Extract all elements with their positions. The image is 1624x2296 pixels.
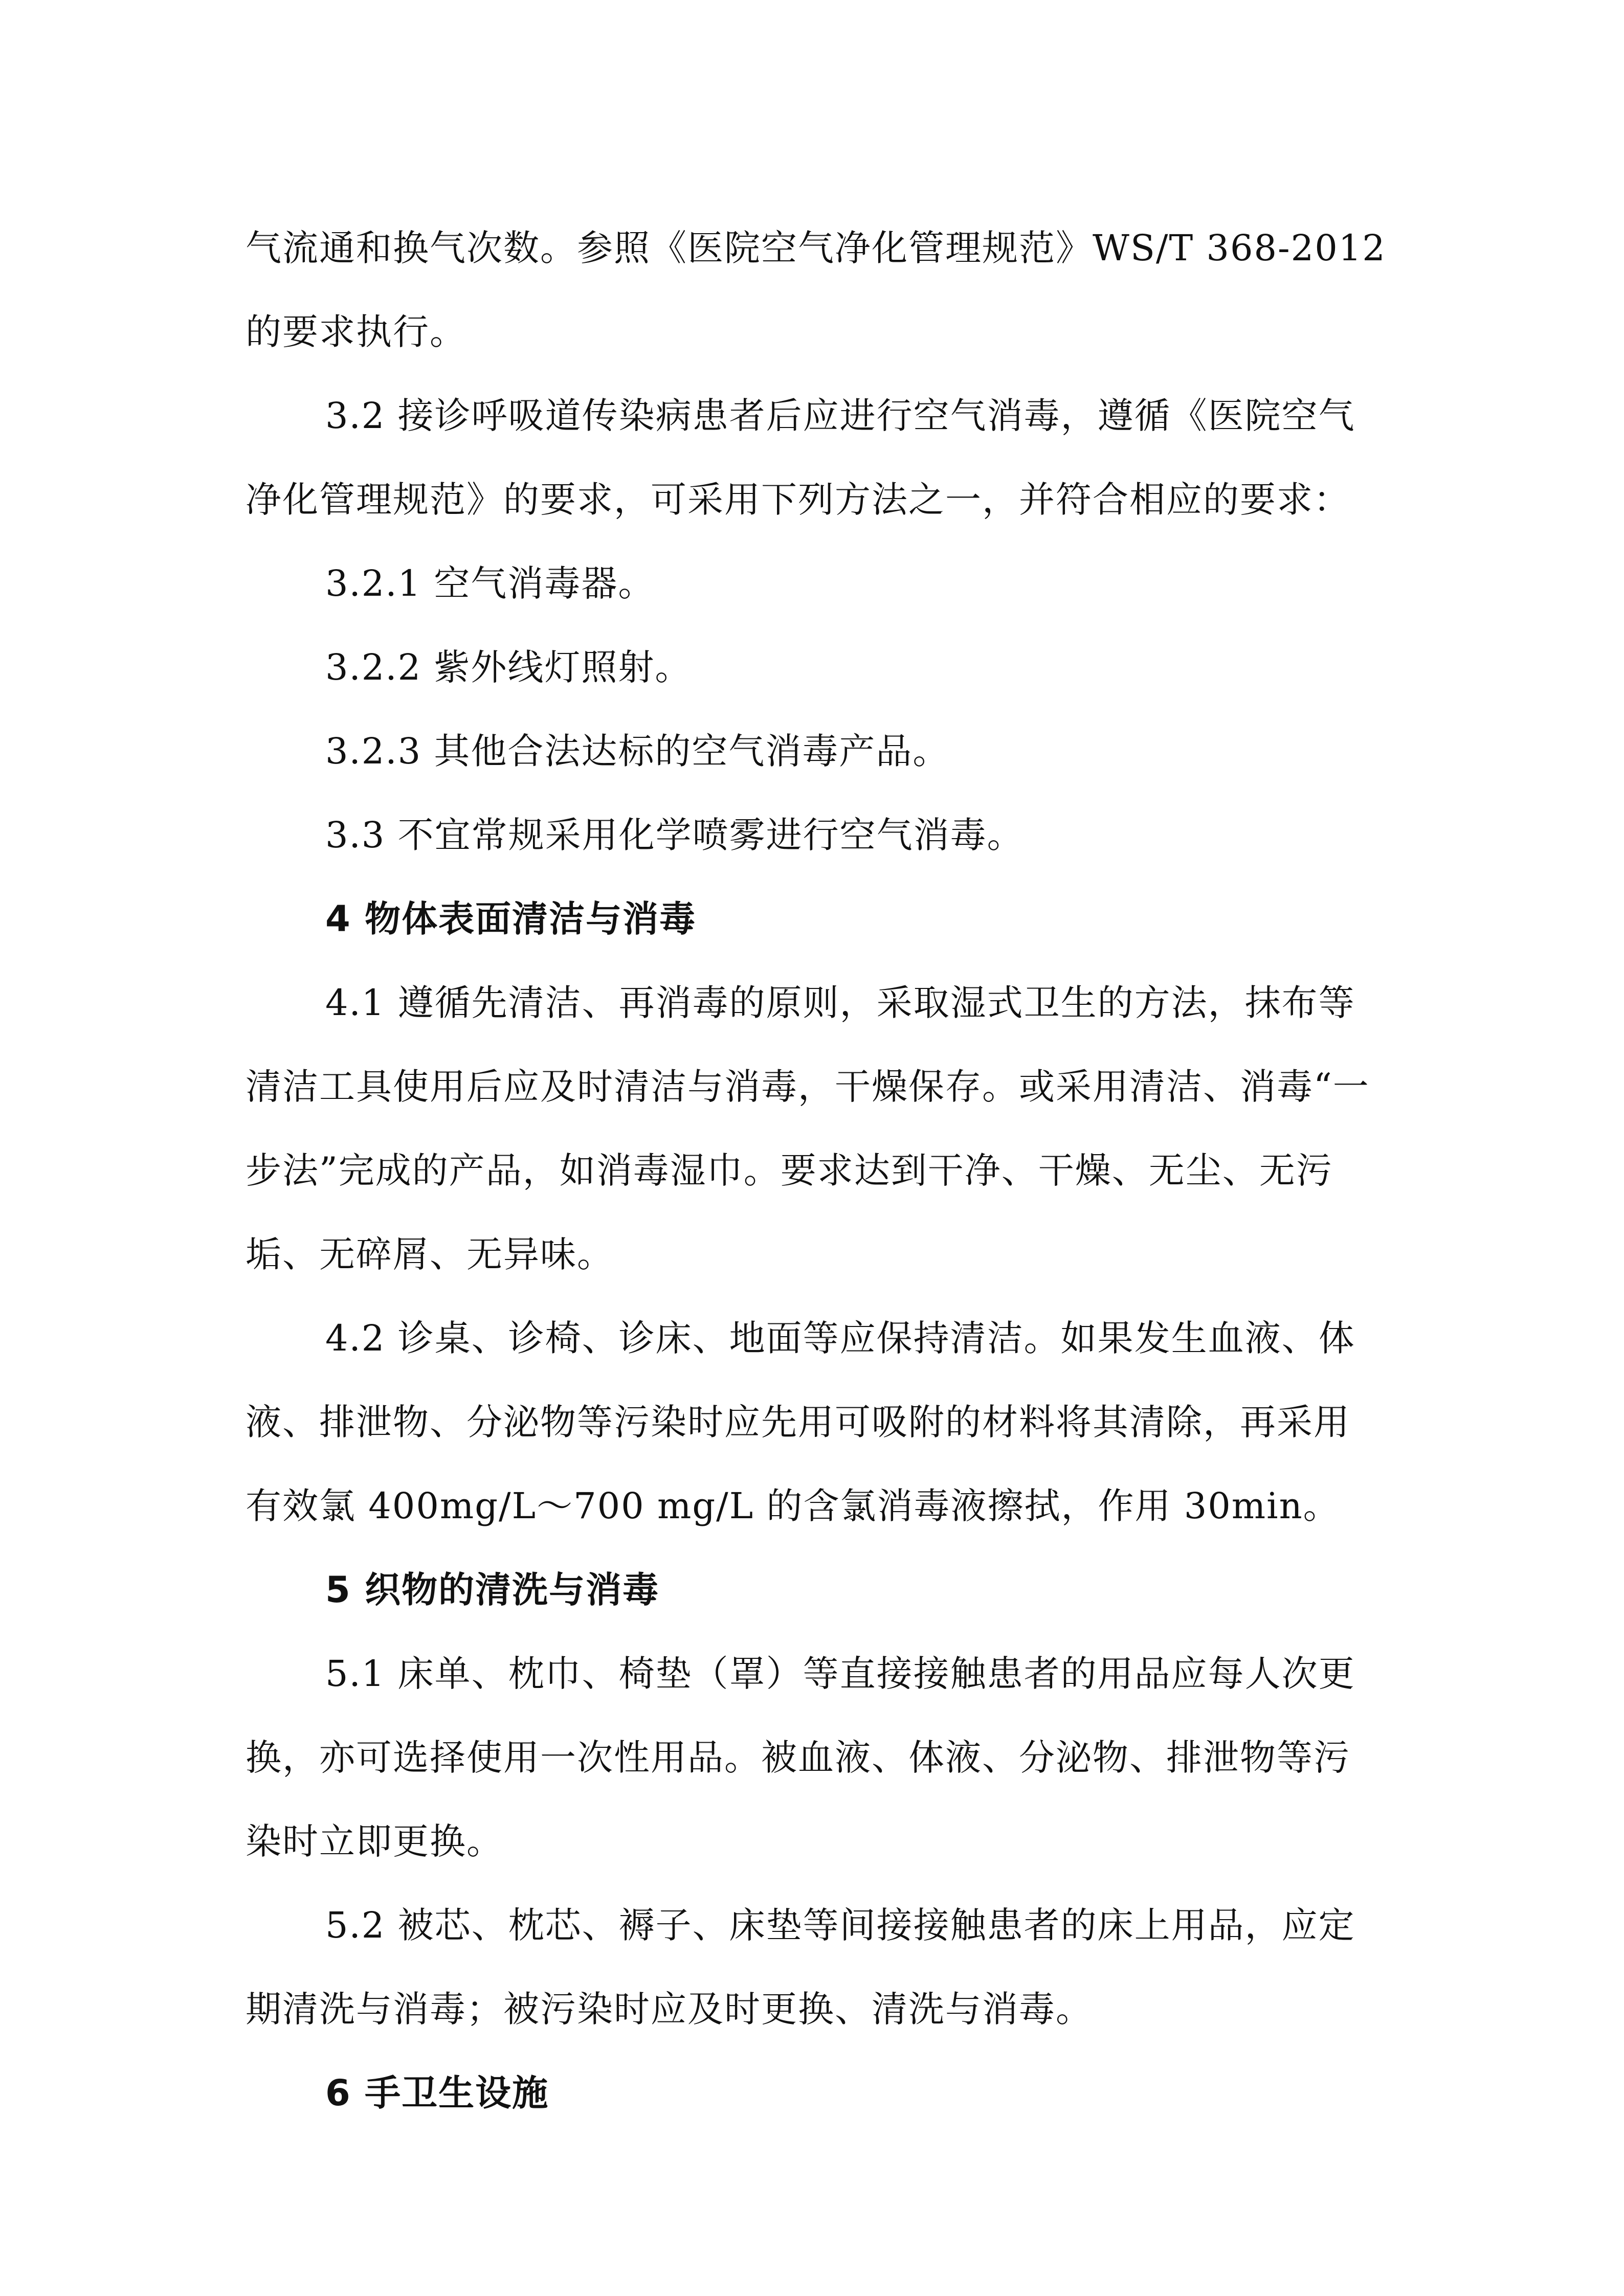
text-line-18: 5.1 床单、枕巾、椅垫（罩）等直接接触患者的用品应每人次更 (325, 1653, 1355, 1695)
section-heading-5: 5 织物的清洗与消毒 (325, 1569, 660, 1611)
text-line-16: 有效氯 400mg/L～700 mg/L 的含氯消毒液擦拭，作用 30min。 (246, 1485, 1340, 1527)
text-line-11: 清洁工具使用后应及时清洁与消毒，干燥保存。或采用清洁、消毒“一 (246, 1066, 1370, 1108)
text-line-7: 3.2.3 其他合法达标的空气消毒产品。 (325, 730, 950, 772)
text-line-20: 染时立即更换。 (246, 1820, 503, 1862)
text-line-1: 气流通和换气次数。参照《医院空气净化管理规范》WS/T 368-2012 (246, 227, 1386, 269)
text-line-6: 3.2.2 紫外线灯照射。 (325, 646, 692, 688)
text-line-19: 换，亦可选择使用一次性用品。被血液、体液、分泌物、排泄物等污 (246, 1737, 1350, 1779)
section-heading-4: 4 物体表面清洁与消毒 (325, 898, 697, 940)
text-line-8: 3.3 不宜常规采用化学喷雾进行空气消毒。 (325, 814, 1024, 856)
text-line-22: 期清洗与消毒；被污染时应及时更换、清洗与消毒。 (246, 1988, 1093, 2030)
text-line-14: 4.2 诊桌、诊椅、诊床、地面等应保持清洁。如果发生血液、体 (325, 1317, 1355, 1359)
text-line-13: 垢、无碎屑、无异味。 (246, 1233, 614, 1275)
text-line-21: 5.2 被芯、枕芯、褥子、床垫等间接接触患者的床上用品，应定 (325, 1904, 1355, 1946)
text-line-12: 步法”完成的产品，如消毒湿巾。要求达到干净、干燥、无尘、无污 (246, 1150, 1333, 1191)
text-line-3: 3.2 接诊呼吸道传染病患者后应进行空气消毒，遵循《医院空气 (325, 395, 1355, 437)
section-heading-6: 6 手卫生设施 (325, 2072, 549, 2114)
text-line-2: 的要求执行。 (246, 311, 466, 353)
text-line-15: 液、排泄物、分泌物等污染时应先用可吸附的材料将其清除，再采用 (246, 1401, 1350, 1443)
text-line-4: 净化管理规范》的要求，可采用下列方法之一，并符合相应的要求： (246, 479, 1350, 521)
text-line-10: 4.1 遵循先清洁、再消毒的原则，采取湿式卫生的方法，抹布等 (325, 982, 1355, 1024)
text-line-5: 3.2.1 空气消毒器。 (325, 562, 655, 604)
